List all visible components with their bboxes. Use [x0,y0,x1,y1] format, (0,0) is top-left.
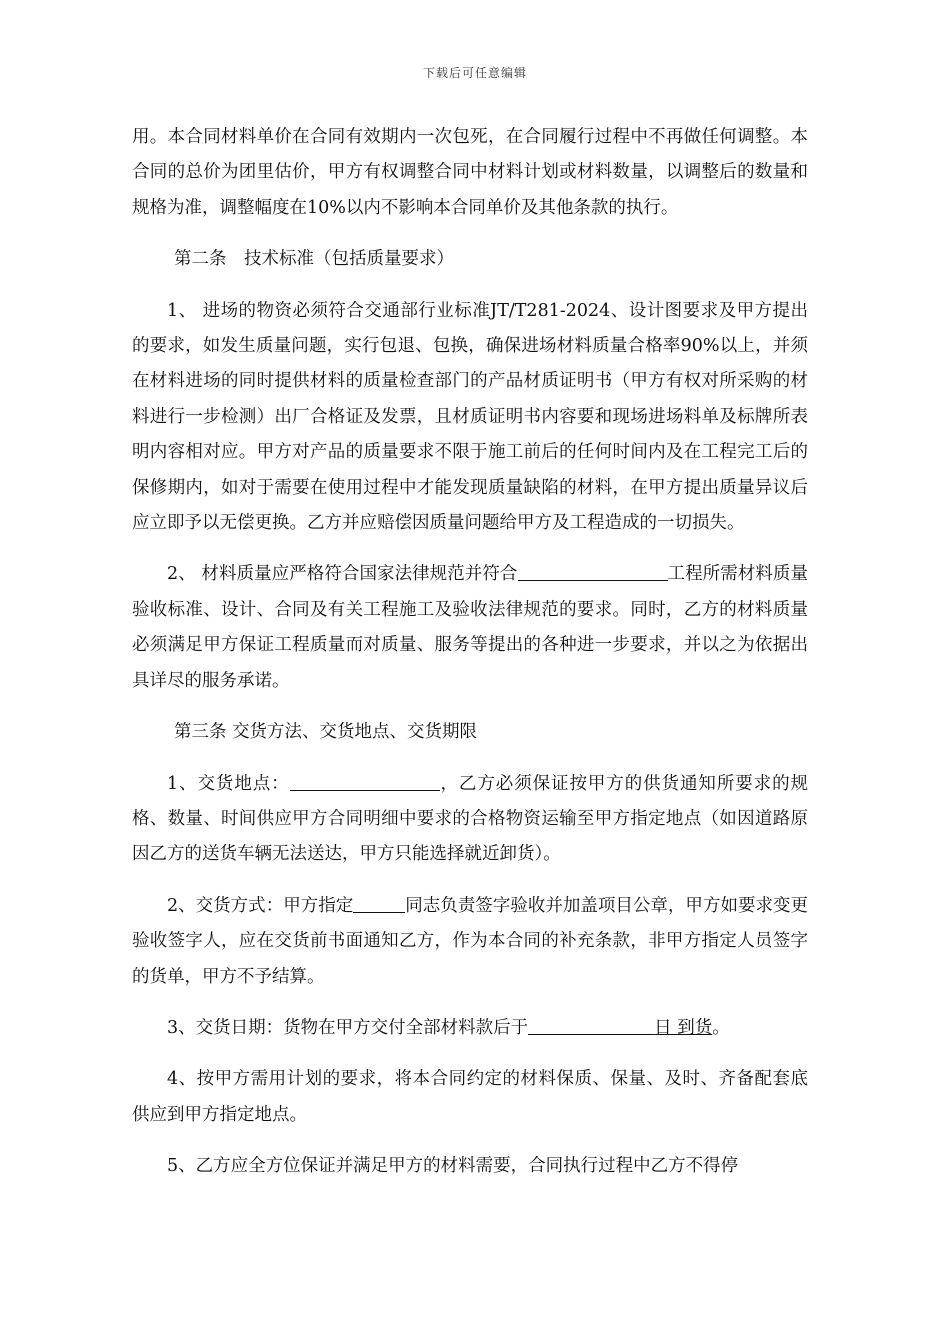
contract-body [132,120,808,1185]
article-3-item-1 [132,767,808,873]
intro-paragraph: 用。本合同材料单价在合同有效期内一次包死，在合同履行过程中不再做任何调整。本合同的总价为团里估价，甲方有权调整合同中材料计划或材料数量，以调整后的数量和规格为准，调整幅度在10%以内不影响本合同单价及其他条款的执行。 [132,127,808,218]
article-3-item-1-rest: ，乙方必须保证按甲方的供货通知所要求的规格、数量、时间供应甲方合同明细中要求的合格物资运输至甲方指定地点（如因道路原因乙方的送货车辆无法送达，甲方只能选择就近卸货）。 [132,773,809,865]
article-3-item-2-rest: 同志负责签字验收并加盖项目公章，甲方如要求变更验收签字人，应在交货前书面通知乙方，作为本合同的补充条款，非甲方指定人员签字的货单，甲方不予结算。 [132,895,808,987]
receiver-name-blank[interactable] [353,894,405,913]
article-3-item-2 [132,889,808,995]
project-name-blank[interactable] [518,562,668,581]
article-2-item-2-lead: 2、 材料质量应严格符合国家法律规范并符合 [167,564,518,585]
delivery-days-suffix: 日 到货 [654,1017,713,1038]
article-2-item-2 [132,557,808,699]
delivery-days-blank[interactable] [528,1016,654,1035]
article-3-item-3 [132,1011,808,1046]
article-3-title: 第三条 交货方法、交货地点、交货期限 [174,722,478,743]
delivery-location-blank[interactable] [290,772,440,791]
article-3-item-1-lead: 1、交货地点： [167,773,290,794]
article-3-item-3-end: 。 [712,1017,730,1038]
article-3-item-5: 5、乙方应全方位保证并满足甲方的材料需要，合同执行过程中乙方不得停 [167,1156,739,1177]
page-header: 下载后可任意编辑 [422,66,527,80]
article-3-item-4: 4、按甲方需用计划的要求，将本合同约定的材料保质、保量、及时、齐备配套底供应到甲方指定地点。 [132,1069,808,1125]
article-2-title: 第二条 技术标准（包括质量要求） [174,249,454,270]
article-2-item-2-rest: 工程所需材料质量验收标准、设计、合同及有关工程施工及验收法律规范的要求。同时，乙方的材料质量必须满足甲方保证工程质量而对质量、服务等提出的各种进一步要求，并以之为依据出具详尽的服务承诺。 [132,564,808,691]
article-3-item-3-lead: 3、交货日期：货物在甲方交付全部材料款后于 [167,1017,529,1038]
article-3-item-2-lead: 2、交货方式：甲方指定 [167,895,354,916]
article-2-item-1: 1、 进场的物资必须符合交通部行业标准JT/T281-2024、设计图要求及甲方提出的要求，如发生质量问题，实行包退、包换，确保进场材料质量合格率90%以上，并须在材料进场的同时提供材料的质量检查部门的产品材质证明书（甲方有权对所采购的材料进行一步检测）出厂合格证及发票，且材质证明书内容要和现场进场料单及标牌所表明内容相对应。甲方对产品的质量要求不限于施工前后的任何时间内及在工程完工后的保修期内，如对于需要在使用过程中才能发现质量缺陷的材料，在甲方提出质量异议后应立即予以无偿更换。乙方并应赔偿因质量问题给甲方及工程造成的一切损失。 [132,300,808,534]
